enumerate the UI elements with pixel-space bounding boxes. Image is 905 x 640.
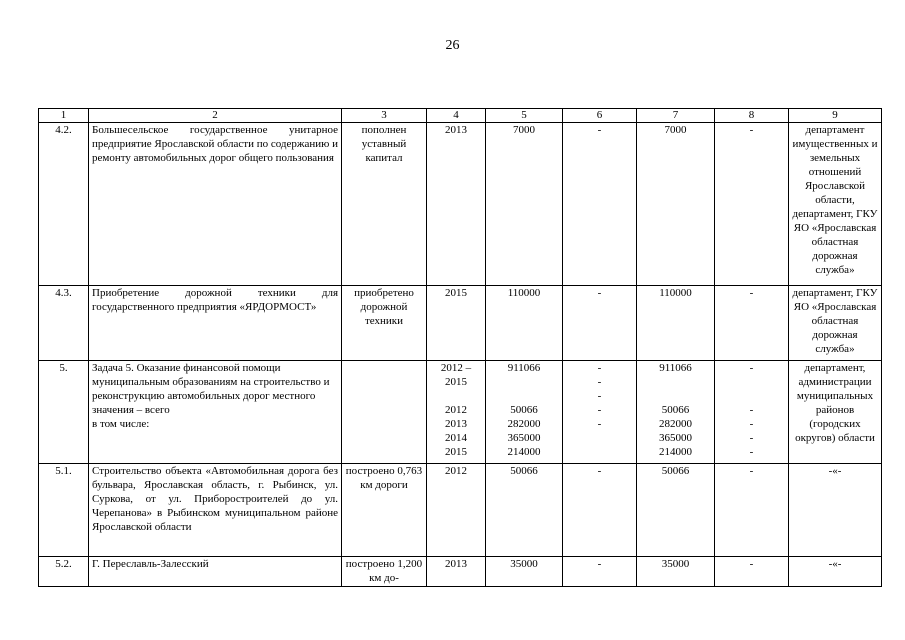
federal-extra: - [597,376,602,388]
other-2015: - [749,446,754,458]
header-row [39,109,882,123]
header-cell: 3 [342,109,427,123]
row-other: - [715,557,789,587]
row-number: 4.3. [39,286,89,361]
row-total: 35000 [486,557,563,587]
year-2013: 2013 [445,418,467,430]
row-other: - [715,464,789,557]
row-result: построено 0,763 км дороги [342,464,427,557]
regional-all: 911066 [659,362,692,374]
header-cell: 4 [427,109,486,123]
row-year: 2013 [427,557,486,587]
row-federal: - [563,123,637,286]
table-row [39,557,882,587]
other-2013: - [749,418,754,430]
total-2014: 365000 [507,432,541,444]
row-other [715,361,789,464]
regional-2012: 50066 [661,404,690,416]
spacer [718,375,785,389]
spacer [640,375,711,389]
federal-2013: - [597,404,602,416]
year-range: 2012 – 2015 [440,362,472,388]
total-2015: 214000 [507,446,541,458]
federal-2014: - [597,418,602,430]
row-other: - [715,286,789,361]
task-subtitle: в том числе: [92,418,150,430]
spacer [718,389,785,403]
other-all: - [749,362,754,374]
program-table [38,108,882,587]
row-total [486,361,563,464]
row-name: Строительство объекта «Автомобильная дорога без бульвара, Ярославская область, г. Рыбинск, ул. Суркова, от ул. Приборостроителей до ул. Черепанова» в Рыбинском муниципальном районе Ярославской области [89,464,342,557]
row-result [342,361,427,464]
header-cell: 2 [89,109,342,123]
row-number: 5.2. [39,557,89,587]
row-year: 2012 [427,464,486,557]
federal-all: - [597,362,602,374]
row-result: построено 1,200 км до- [342,557,427,587]
task-title: Задача 5. Оказание финансовой помощи муниципальным образованиям на строительство и реконструкцию автомобильных дорог местного значения – всего [92,362,330,416]
year-2014: 2014 [445,432,467,444]
table-row [39,123,882,286]
row-year: 2013 [427,123,486,286]
spacer [430,389,482,403]
row-regional: 35000 [637,557,715,587]
row-federal [563,361,637,464]
row-number: 5. [39,361,89,464]
row-regional: 110000 [637,286,715,361]
year-2015: 2015 [445,446,467,458]
other-2014: - [749,432,754,444]
spacer [489,389,559,403]
regional-2014: 365000 [659,432,692,444]
row-result: пополнен уставный капитал [342,123,427,286]
table-row [39,361,882,464]
row-executor: -«- [789,464,882,557]
row-federal: - [563,464,637,557]
row-number: 5.1. [39,464,89,557]
row-total: 7000 [486,123,563,286]
row-name: Большесельское государственное унитарное предприятие Ярославской области по содержанию и ремонту автомобильных дорог общего пользования [89,123,342,286]
row-executor: департамент, ГКУ ЯО «Ярославская областная дорожная служба» [789,286,882,361]
total-2012: 50066 [510,404,538,416]
row-federal: - [563,286,637,361]
row-federal: - [563,557,637,587]
page-number: 26 [445,38,460,53]
total-2013: 282000 [507,418,541,430]
regional-2015: 214000 [659,446,692,458]
federal-2012: - [597,390,602,402]
regional-2013: 282000 [659,418,692,430]
row-name [89,361,342,464]
header-cell: 1 [39,109,89,123]
header-cell: 8 [715,109,789,123]
row-name: Приобретение дорожной техники для государственного предприятия «ЯРДОРМОСТ» [89,286,342,361]
row-total: 50066 [486,464,563,557]
row-result: приобретено дорожной техники [342,286,427,361]
row-other: - [715,123,789,286]
header-cell: 6 [563,109,637,123]
row-total: 110000 [486,286,563,361]
other-2012: - [749,404,754,416]
row-regional: 50066 [637,464,715,557]
row-year [427,361,486,464]
header-cell: 7 [637,109,715,123]
spacer [640,389,711,403]
spacer [489,375,559,389]
year-2012: 2012 [445,404,467,416]
header-cell: 9 [789,109,882,123]
table-row [39,286,882,361]
row-year: 2015 [427,286,486,361]
row-executor: департамент имущественных и земельных отношений Ярославской области, департамент, ГКУ ЯО «Ярославская областная дорожная служба» [789,123,882,286]
row-regional [637,361,715,464]
row-executor: -«- [789,557,882,587]
row-regional: 7000 [637,123,715,286]
row-number: 4.2. [39,123,89,286]
row-name: Г. Переславль-Залесский [89,557,342,587]
header-cell: 5 [486,109,563,123]
total-all: 911066 [507,362,541,374]
row-executor: департамент, администрации муниципальных районов (городских округов) области [789,361,882,464]
table-row [39,464,882,557]
